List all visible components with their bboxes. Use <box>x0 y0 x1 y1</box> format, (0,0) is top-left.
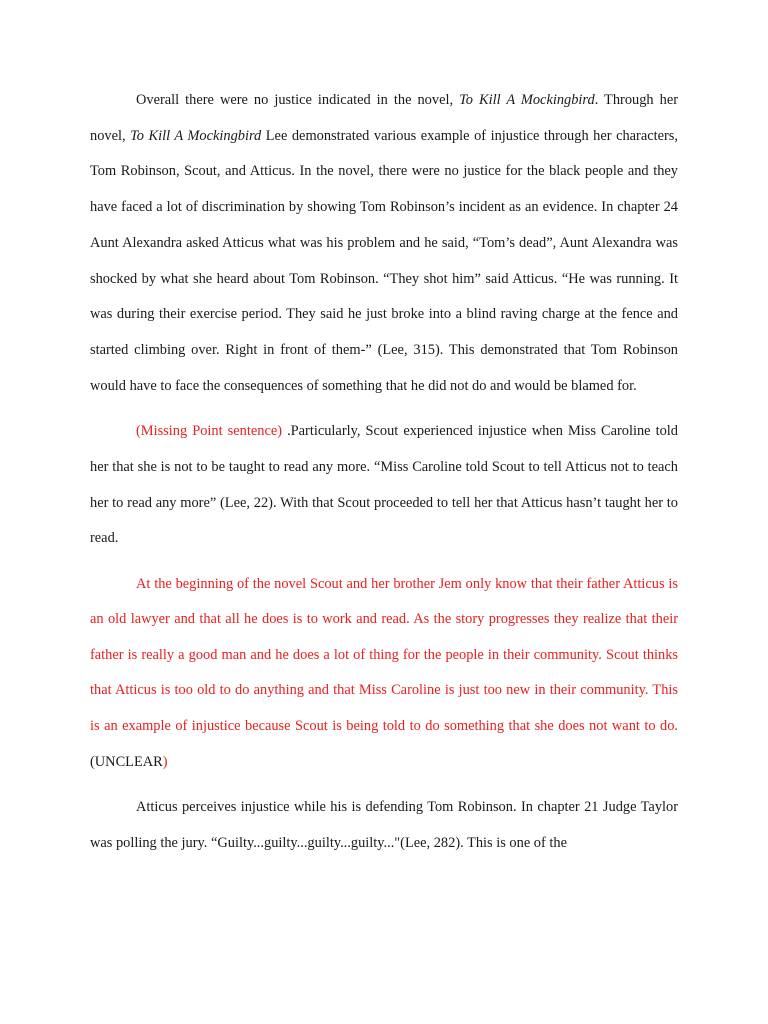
paragraph-unclear-section <box>90 567 678 781</box>
paragraph-text: Overall there were no justice indicated in the novel, <box>136 92 460 108</box>
paragraph-atticus-injustice <box>90 790 678 861</box>
paragraph-text: At the beginning of the novel Scout and her brother Jem only know that their father Atticus is an old lawyer and that all he does is to work and read. As the story progresses they realize that their father is really a good man and he does a lot of thing for the people in their community. Scout thinks that Atticus is too old to do anything and that Miss Caroline is just too new in their community. This is an example of injustice because Scout is being told to do something that she does not want to do. <box>90 575 678 735</box>
paragraph-text: Atticus perceives injustice while his is defending Tom Robinson. In chapter 21 Judge Taylor was polling the jury. “Guilty...guilty...guilty...guilty..."(Lee, 282). This is one of the <box>90 799 678 851</box>
annotation-close-paren: ) <box>162 753 168 770</box>
document-page <box>90 83 678 861</box>
paragraph-text: . Through her novel, <box>90 92 678 144</box>
paragraph-justice-overview <box>90 83 678 404</box>
paragraph-text: .Particularly, Scout experienced injustice when Miss Caroline told her that she is not to be taught to read any more. “Miss Caroline told Scout to tell Atticus not to teach her to read any more” (Lee, 22). With that Scout proceeded to tell her that Atticus hasn’t taught her to read. <box>90 423 679 547</box>
paragraph-text: Lee demonstrated various example of injustice through her characters, Tom Robinson, Scout, and Atticus. In the novel, there were no justice for the black people and they have faced a lot of discrimination by showing Tom Robinson’s incident as an evidence. In chapter 24 Aunt Alexandra asked Atticus what was his problem and he said, “Tom’s dead”, Aunt Alexandra was shocked by what she heard about Tom Robinson. “They shot him” said Atticus. “He was running. It was during their exercise period. They said he just broke into a blind raving charge at the fence and started climbing over. Right in front of them-” (Lee, 315). This demonstrated that Tom Robinson would have to face the consequences of something that he did not do and would be blamed for. <box>90 127 678 394</box>
missing-point-annotation: (Missing Point sentence) <box>136 423 283 440</box>
unclear-annotation: (UNCLEAR <box>90 753 163 770</box>
book-title: To Kill A Mockingbird <box>459 92 595 108</box>
paragraph-scout-injustice <box>90 414 678 556</box>
book-title: To Kill A Mockingbird <box>130 127 262 144</box>
